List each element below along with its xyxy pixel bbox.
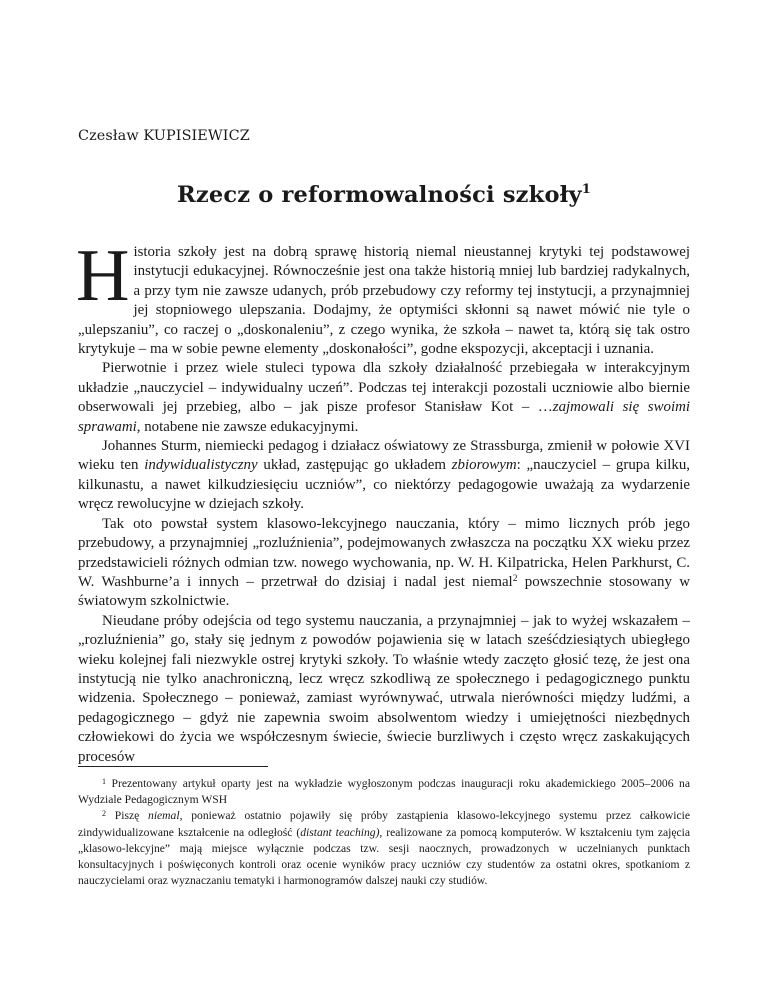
paragraph-1 (76, 235, 690, 359)
paragraph-4 (78, 515, 690, 612)
paragraph-3-emphasis-2: zbiorowym (451, 457, 517, 474)
drop-cap: H (76, 235, 130, 317)
footnote-1 (78, 776, 690, 808)
paragraph-2-text: Pierwotnie i przez wiele stuleci typowa dla szkoły działalność przebiegała w interakcyjnym układzie „nauczyciel – indywidualny uczeń”. Podczas tej interakcji pozostali uczniowie albo biernie obserwowali jej przebieg, albo – jak pisze profesor Stanisław Kot – … (78, 360, 690, 416)
paragraph-1-text: istoria szkoły jest na dobrą sprawę historią niemal nieustannej krytyki tej podstawowej instytucji edukacyjnej. Równocześnie jest ona także historią mniej lub bardziej radykalnych, a przy tym nie zawsze udanych, prób przebudowy czy reformy tej instytucji, a przynajmniej jej stopniowego ulepszania. Dodajmy, że optymiści skłonni są nawet mówić nie tyle o „ulepszaniu”, co raczej o „doskonaleniu”, z czego wynika, że szkoła – nawet ta, którą się tak ostro krytykuje – ma w sobie pewne elementy „doskonałości”, godne ekspozycji, akceptacji i uznania. (78, 244, 690, 358)
footnote-2-text: Piszę (106, 809, 149, 823)
paragraph-3-text: Johannes Sturm, niemiecki pedagog i działacz oświatowy ze Strassburga, zmienił w połowie XVI wieku ten (78, 438, 690, 474)
footnote-1-mark: 1 (102, 777, 106, 786)
author-name: Czesław KUPISIEWICZ (78, 128, 250, 144)
article-body (76, 235, 691, 767)
paragraph-3-emphasis-1: indywidualistyczny (144, 457, 258, 474)
footnote-2-text-mid: , ponieważ ostatnio pojawiły się próby zastąpienia klasowo-lekcyjnego systemu przez całkowicie zindywidualizowane kształcenie na odległość ( (78, 809, 690, 839)
footnote-2-emphasis-2: distant teaching), (300, 825, 383, 839)
footnote-2-mark: 2 (102, 809, 106, 819)
paragraph-4-text-end: powszechnie stosowany w światowym szkolnictwie. (78, 573, 690, 610)
paragraph-5: Nieudane próby odejścia od tego systemu nauczania, a przynajmniej – jak to wyżej wskazałem – „rozluźnienia” go, stały się jednym z powodów pojawienia się w latach sześćdziesiątych ubiegłego wieku kolejnej fali niezwykle ostrej krytyki szkoły. To właśnie wtedy zaczęto głosić tezę, że jest ona instytucją nie tylko anachroniczną, lecz wręcz szkodliwą ze społecznego i pedagogicznego punktu widzenia. Społecznego – ponieważ, zamiast wyrównywać, utrwala nierówności między ludźmi, a pedagogicznego – gdyż nie zapewnia swoim absolwentom wiedzy i umiejętności niezbędnych człowiekowi do życia we współczesnym świecie, świecie burzliwych i często wręcz zaskakujących procesów (78, 612, 690, 765)
article-title (78, 182, 690, 208)
footnote-2-text-end: realizowane za pomocą komputerów. W kształceniu tym zajęcia „klasowo-lekcyjne” mają miejsce wyłącznie podczas tzw. sesji naocznych, prowadzonych w uczelnianych punktach konsultacyjnych i poświęconych kontroli oraz ocenie wyników pracy uczniów czy studentów za ostatni okres, spotkaniom z nauczycielami oraz wyznaczaniu tematyki i harmonogramów dalszej nauki czy studiów. (78, 825, 690, 888)
paragraph-3-text-mid: układ, zastępując go układem (257, 457, 452, 474)
footnote-divider (78, 766, 268, 767)
footnote-1-text: Prezentowany artykuł oparty jest na wykładzie wygłoszonym podczas inauguracji roku akademickiego 2005–2006 na Wydziale Pedagogicznym WSH (78, 777, 690, 807)
paragraph-2-quote: zajmowali się swoimi sprawami (78, 399, 690, 435)
paragraph-3-text-end: : „nauczyciel – grupa kilku, kilkunastu, a nawet kilkudziesięciu uczniów”, co niektórzy pedagogowie uważają za wydarzenie wręcz rewolucyjne w dziejach szkoły. (78, 457, 691, 513)
footnote-2-emphasis-1: niemal (148, 809, 180, 823)
paragraph-4-text: Tak oto powstał system klasowo-lekcyjnego nauczania, który – mimo licznych prób jego przebudowy, a przynajmniej „rozluźnienia”, podejmowanych zwłaszcza na początku XX wieku przez przedstawicieli różnych odmian tzw. nowego wychowania, np. W. H. Kilpatricka, Helen Parkhurst, C. W. Washburne’a i innych – przetrwał do dzisiaj i nadal jest niemal (78, 515, 690, 590)
footnote-ref-1: 1 (581, 182, 592, 197)
paragraph-2-text-end: , notabene nie zawsze edukacyjnymi. (136, 418, 359, 435)
paragraph-3 (78, 437, 690, 515)
article-title-text: Rzecz o reformowalności szkoły (176, 182, 582, 208)
footnote-ref-2: 2 (512, 573, 518, 584)
paragraph-2 (78, 359, 690, 437)
footnote-2 (78, 808, 690, 889)
page (78, 0, 690, 994)
footnotes (78, 776, 690, 889)
